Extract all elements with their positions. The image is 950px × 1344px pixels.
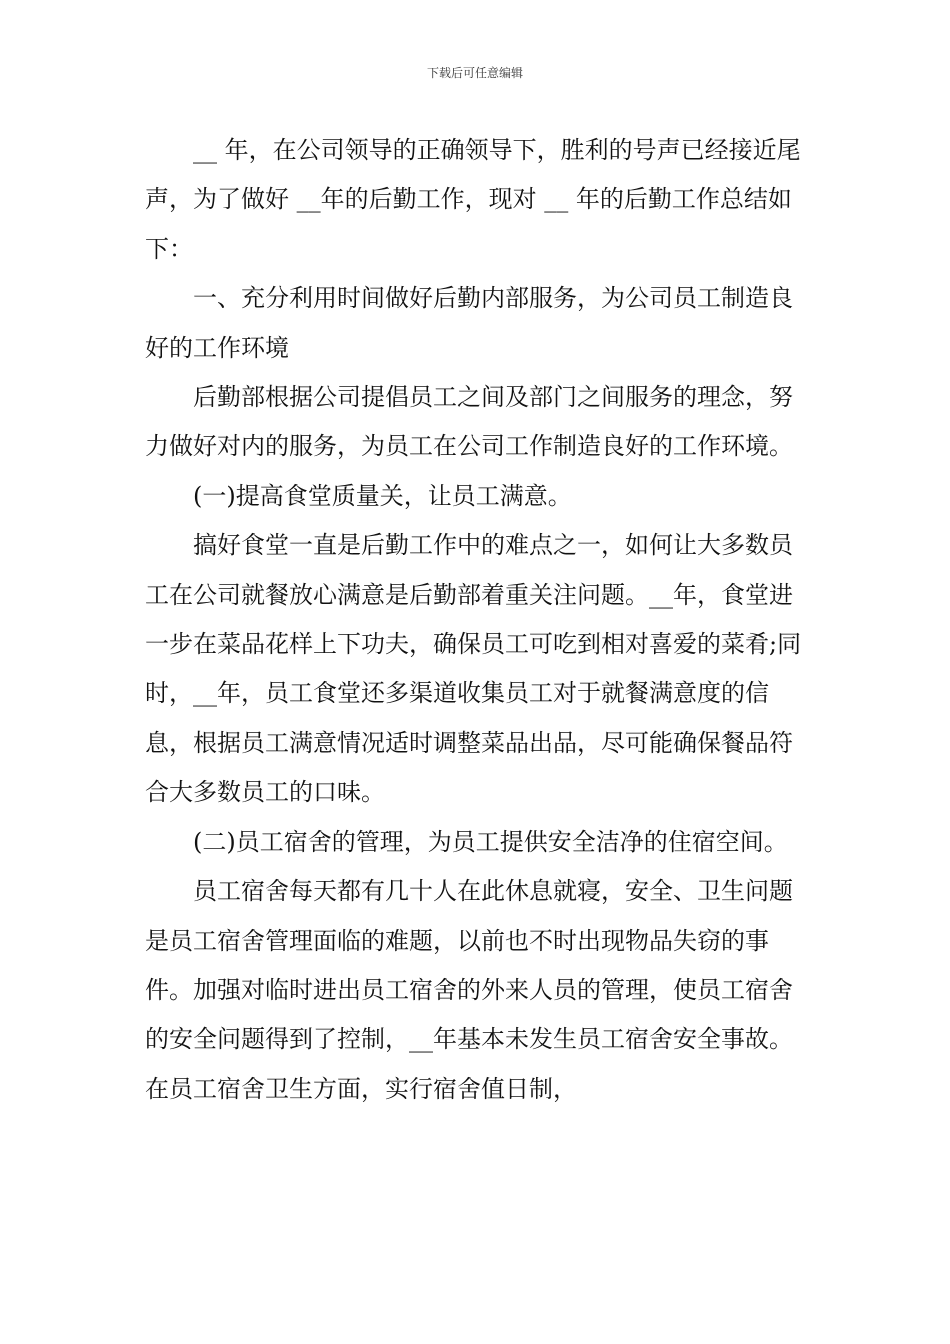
paragraph: 员工宿舍每天都有几十人在此休息就寝，安全、卫生问题是员工宿舍管理面临的难题，以前也不时出现物品失窃的事件。加强对临时进出员工宿舍的外来人员的管理，使员工宿舍的安全问题得到了控制，__年基本未发生员工宿舍安全事故。在员工宿舍卫生方面，实行宿舍值日制， <box>145 877 793 1103</box>
paragraph-intro: __ 年，在公司领导的正确领导下，胜利的号声已经接近尾声，为了做好 __年的后勤工作，现对 __ 年的后勤工作总结如下： <box>145 136 801 263</box>
section-heading-1: 一、充分利用时间做好后勤内部服务，为公司员工制造良好的工作环境 <box>145 284 793 362</box>
paragraph: 后勤部根据公司提倡员工之间及部门之间服务的理念，努力做好对内的服务，为员工在公司工作制造良好的工作环境。 <box>145 383 793 461</box>
subsection-heading-2: (二)员工宿舍的管理，为员工提供安全洁净的住宿空间。 <box>193 827 788 856</box>
document-body <box>145 126 810 1114</box>
page-header: 下载后可任意编辑 <box>426 66 523 80</box>
subsection-heading-1: (一)提高食堂质量关，让员工满意。 <box>193 481 572 510</box>
paragraph: 搞好食堂一直是后勤工作中的难点之一，如何让大多数员工在公司就餐放心满意是后勤部着重关注问题。__年，食堂进一步在菜品花样上下功夫，确保员工可吃到相对喜爱的菜肴;同时，__年，员工食堂还多渠道收集员工对于就餐满意度的信息，根据员工满意情况适时调整菜品出品，尽可能确保餐品符合大多数员工的口味。 <box>145 531 802 807</box>
